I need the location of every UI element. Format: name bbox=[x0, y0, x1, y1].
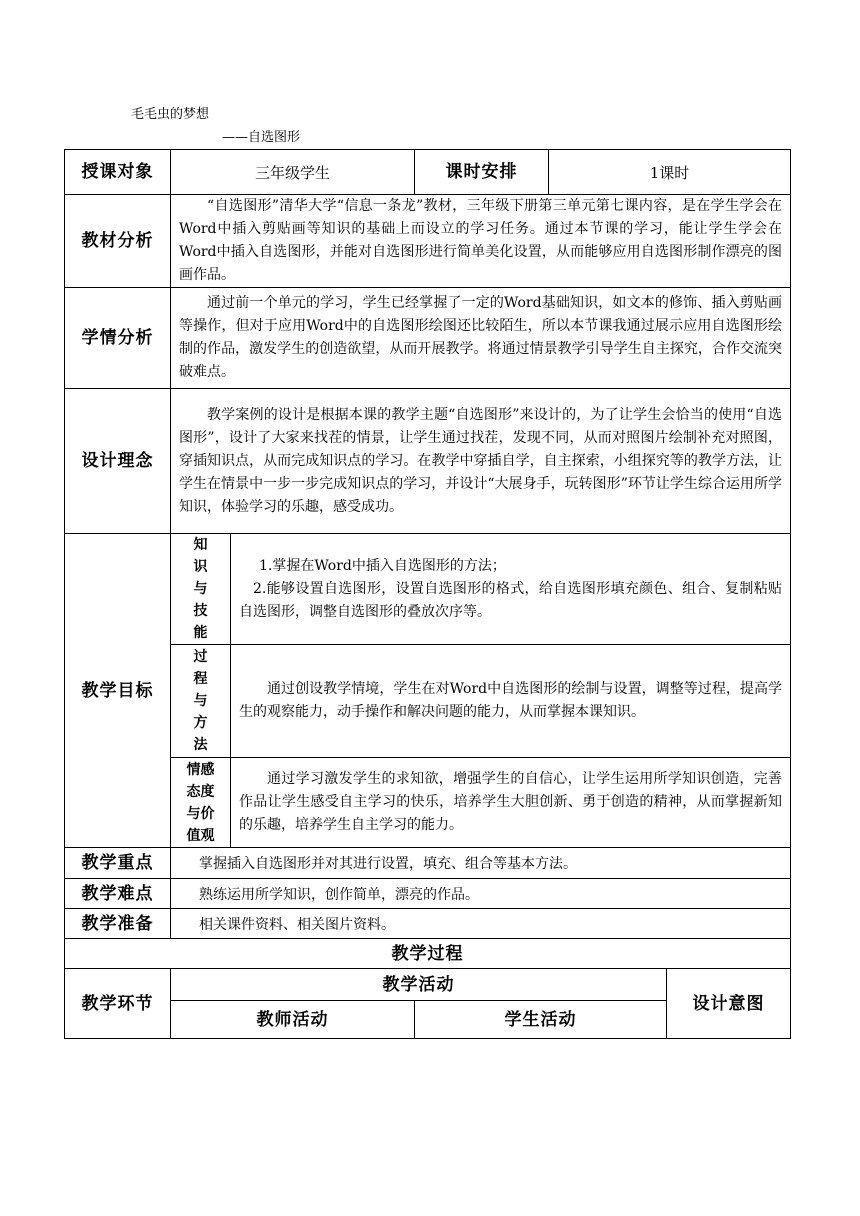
student-analysis-text bbox=[171, 288, 791, 389]
goal-label-char: 态度 bbox=[186, 783, 215, 800]
goal-label-char: 与价 bbox=[186, 805, 215, 822]
label-difficulty: 教学难点 bbox=[65, 879, 171, 909]
goal-label-char: 识 bbox=[193, 559, 208, 575]
col-student-activity: 学生活动 bbox=[415, 1001, 667, 1039]
goal-label-char: 情感 bbox=[186, 761, 215, 778]
value-schedule: 1课时 bbox=[549, 150, 791, 195]
goal-process-label bbox=[171, 645, 231, 758]
table-row bbox=[65, 645, 791, 758]
goal-label-char: 方 bbox=[193, 715, 208, 731]
design-concept-text bbox=[171, 389, 791, 534]
goal-label-char: 过 bbox=[193, 649, 208, 665]
difficulty-text: 熟练运用所学知识，创作简单，漂亮的作品。 bbox=[171, 879, 791, 909]
goal-emotion-paragraph: 通过学习激发学生的求知欲，增强学生的自信心，让学生运用所学知识创造，完善作品让学生感受自主学习的快乐，培养学生大胆创新、勇于创造的精神，从而掌握新知的乐趣，培养学生自主学习的能力。 bbox=[239, 771, 783, 833]
table-row bbox=[65, 389, 791, 534]
goal-knowledge-text bbox=[231, 534, 791, 645]
goal-label-char: 与 bbox=[193, 581, 208, 597]
label-preparation: 教学准备 bbox=[65, 909, 171, 939]
table-row bbox=[65, 909, 791, 939]
table-row bbox=[65, 969, 791, 1001]
goal-process-text bbox=[231, 645, 791, 758]
col-teaching-stage: 教学环节 bbox=[65, 969, 171, 1039]
label-schedule: 课时安排 bbox=[415, 150, 549, 195]
table-row bbox=[65, 758, 791, 848]
key-point-text: 掌握插入自选图形并对其进行设置，填充、组合等基本方法。 bbox=[171, 848, 791, 879]
goal-knowledge-label bbox=[171, 534, 231, 645]
col-teaching-activity: 教学活动 bbox=[171, 969, 667, 1001]
label-audience: 授课对象 bbox=[65, 150, 171, 195]
goal-label-char: 技 bbox=[193, 603, 208, 619]
material-analysis-text bbox=[171, 195, 791, 288]
table-row bbox=[65, 195, 791, 288]
label-design-concept: 设计理念 bbox=[65, 389, 171, 534]
goal-label-char: 值观 bbox=[186, 827, 215, 844]
col-teacher-activity: 教师活动 bbox=[171, 1001, 415, 1039]
label-material-analysis: 教材分析 bbox=[65, 195, 171, 288]
design-concept-paragraph: 教学案例的设计是根据本课的教学主题“自选图形”来设计的，为了让学生会恰当的使用“自选图形”，设计了大家来找茬的情景，让学生通过找茬，发现不同，从而对照图片绘制补充对照图，穿插知识点，从而完成知识点的学习。在教学中穿插自学，自主探索，小组探究等的教学方法，让学生在情景中一步一步完成知识点的学习，并设计“大展身手，玩转图形”环节让学生综合运用所学知识，体验学习的乐趣，感受成功。 bbox=[179, 406, 783, 515]
goal-label-char: 与 bbox=[193, 693, 208, 709]
goal-knowledge-line: 1.掌握在Word中插入自选图形的方法； bbox=[259, 557, 506, 574]
goal-knowledge-line: 2.能够设置自选图形，设置自选图形的格式，给自选图形填充颜色、组合、复制粘贴自选图形，调整自选图形的叠放次序等。 bbox=[239, 580, 783, 620]
table-row bbox=[65, 150, 791, 195]
goal-emotion-label bbox=[171, 758, 231, 848]
doc-title: 毛毛虫的梦想 bbox=[131, 107, 210, 122]
col-design-intent: 设计意图 bbox=[667, 969, 791, 1039]
goal-label-char: 能 bbox=[193, 625, 208, 641]
teaching-process-header: 教学过程 bbox=[65, 939, 791, 969]
material-analysis-paragraph: “自选图形”清华大学“信息一条龙”教材，三年级下册第三单元第七课内容，是在学生学会在Word中插入剪贴画等知识的基础上而设立的学习任务。通过本节课的学习，能让学生学会在Word中插入自选图形，并能对自选图形进行简单美化设置，从而能够应用自选图形制作漂亮的图画作品。 bbox=[179, 198, 783, 283]
lesson-plan-table bbox=[64, 149, 791, 1039]
student-analysis-paragraph: 通过前一个单元的学习，学生已经掌握了一定的Word基础知识，如文本的修饰、插入剪贴画等操作，但对于应用Word中的自选图形绘图还比较陌生，所以本节课我通过展示应用自选图形绘制的作品，激发学生的创造欲望，从而开展教学。将通过情景教学引导学生自主探究，合作交流突破难点。 bbox=[179, 295, 783, 380]
table-row bbox=[65, 848, 791, 879]
doc-subtitle: ——自选图形 bbox=[222, 130, 301, 145]
goal-process-paragraph: 通过创设教学情境，学生在对Word中自选图形的绘制与设置，调整等过程，提高学生的观察能力，动手操作和解决问题的能力，从而掌握本课知识。 bbox=[239, 681, 783, 720]
table-row bbox=[65, 534, 791, 645]
goal-label-char: 知 bbox=[193, 537, 208, 553]
label-teaching-goals: 教学目标 bbox=[65, 534, 171, 848]
value-audience: 三年级学生 bbox=[171, 150, 415, 195]
table-row bbox=[65, 879, 791, 909]
goal-label-char: 法 bbox=[193, 737, 208, 753]
goal-label-char: 程 bbox=[193, 671, 208, 687]
preparation-text: 相关课件资料、相关图片资料。 bbox=[171, 909, 791, 939]
table-row bbox=[65, 939, 791, 969]
table-row bbox=[65, 288, 791, 389]
label-key-point: 教学重点 bbox=[65, 848, 171, 879]
goal-emotion-text bbox=[231, 758, 791, 848]
label-student-analysis: 学情分析 bbox=[65, 288, 171, 389]
